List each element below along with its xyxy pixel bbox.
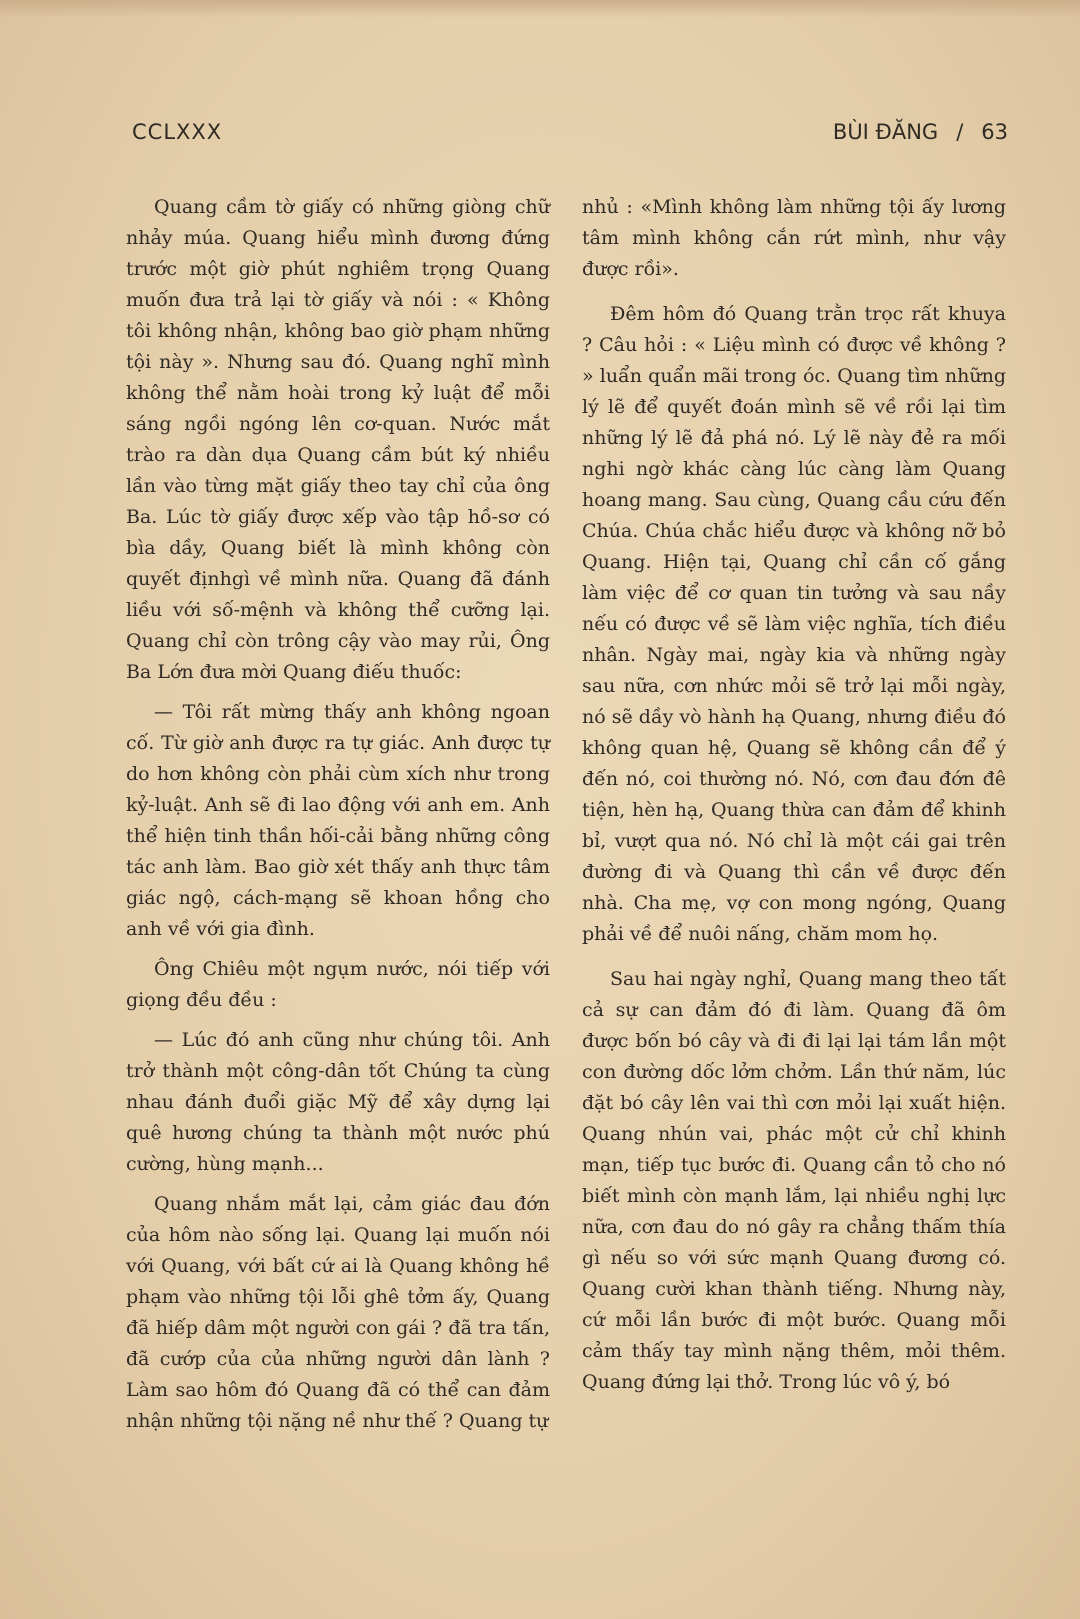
section-number: CCLXXX	[132, 120, 223, 144]
paragraph: — Tôi rất mừng thấy anh không ngoan cố. Từ giờ anh được ra tự giác. Anh được tự do hơn không còn phải cùm xích như trong kỷ-luật. Anh sẽ đi lao động với anh em. Anh thể hiện tinh thần hối-cải bằng những công tác anh làm. Bao giờ xét thấy anh thực tâm giác ngộ, cách-mạng sẽ khoan hồng cho anh về với gia đình.	[126, 701, 550, 940]
running-header	[132, 120, 1008, 160]
paragraph: Quang nhắm mắt lại, cảm giác đau đớn của hôm nào sống lại. Quang lại muốn nói với Quang, với bất cứ ai là Quang không hề phạm vào những tội lỗi ghê tởm ấy, Quang đã hiếp dâm một người con gái ? đã tra tấn, đã cướp của của những người dân lành ? Làm sao hôm đó Quang đã có thể can đảm nhận những tội nặng nề như thế ? Quang tự	[126, 1193, 550, 1432]
paragraph: Quang cầm tờ giấy có những giòng chữ nhảy múa. Quang hiểu mình đương đứng trước một giờ phút nghiêm trọng Quang muốn đưa trả lại tờ giấy và nói : « Không tôi không nhận, không bao giờ phạm những tội này ». Nhưng sau đó. Quang nghĩ mình không thể nằm hoài trong kỷ luật để mỗi sáng ngồi ngóng lên cơ-quan. Nước mắt trào ra dàn dụa Quang cầm bút ký nhiều lần vào từng mặt giấy theo tay chỉ của ông Ba. Lúc tờ giấy được xếp vào tập hồ-sơ có bìa dầy, Quang biết là mình không còn quyết địnhgì về mình nữa. Quang đã đánh liều với số-mệnh và không thể cưỡng lại. Quang chỉ còn trông cậy vào may rủi, Ông Ba Lớn đưa mời Quang điếu thuốc:	[126, 196, 550, 683]
paragraph: Sau hai ngày nghỉ, Quang mang theo tất cả sự can đảm đó đi làm. Quang đã ôm được bốn bó cây và đi đi lại lại tám lần một con đường dốc lởm chởm. Lần thứ năm, lúc đặt bó cây lên vai thì cơn mỏi lại xuất hiện. Quang nhún vai, phác một cử chỉ khinh mạn, tiếp tục bước đi. Quang cần tỏ cho nó biết mình còn mạnh lắm, lại nhiều nghị lực nữa, cơn đau do nó gây ra chẳng thấm thía gì nếu so với sức mạnh Quang đương có. Quang cười khan thành tiếng. Nhưng này, cứ mỗi lần bước đi một bước. Quang mỗi cảm thấy tay mình nặng thêm, mỏi thêm. Quang đứng lại thở. Trong lúc vô ý, bó	[582, 968, 1006, 1393]
paragraph: Đêm hôm đó Quang trằn trọc rất khuya ? Câu hỏi : « Liệu mình có được về không ? » luẩn quẩn mãi trong óc. Quang tìm những lý lẽ để quyết đoán mình sẽ về rồi lại tìm những lý lẽ đả phá nó. Lý lẽ này đẻ ra mối nghi ngờ khác càng lúc càng làm Quang hoang mang. Sau cùng, Quang cầu cứu đến Chúa. Chúa chắc hiểu được và không nỡ bỏ Quang. Hiện tại, Quang chỉ cần cố gắng làm việc để cơ quan tin tưởng và sau nầy nếu có được về sẽ làm việc nghĩa, tích điều nhân. Ngày mai, ngày kia và những ngày sau nữa, cơn nhức mỏi sẽ trở lại mỗi ngày, nó sẽ dầy vò hành hạ Quang, nhưng điều đó không quan hệ, Quang sẽ không cần để ý đến nó, coi thường nó. Nó, cơn đau đớn đê tiện, hèn hạ, Quang thừa can đảm để khinh bỉ, vượt qua nó. Nó chỉ là một cái gai trên đường đi và Quang thì cần về được đến nhà. Cha mẹ, vợ con mong ngóng, Quang phải về để nuôi nấng, chăm mom họ.	[582, 303, 1006, 945]
header-separator: /	[956, 120, 964, 144]
right-text-column	[582, 192, 1006, 1407]
author-name: BÙI ĐĂNG	[832, 120, 939, 144]
author-and-page	[833, 120, 1008, 144]
paragraph: nhủ : «Mình không làm những tội ấy lương tâm mình không cắn rứt mình, như vậy được rồi».	[582, 196, 1006, 280]
paragraph: — Lúc đó anh cũng như chúng tôi. Anh trở thành một công-dân tốt Chúng ta cùng nhau đánh đuổi giặc Mỹ để xây dựng lại quê hương chúng ta thành một nước phú cường, hùng mạnh...	[126, 1029, 550, 1175]
page-edge-shadow	[0, 0, 1080, 18]
left-text-column	[126, 192, 550, 1446]
paragraph: Ông Chiêu một ngụm nước, nói tiếp với giọng đều đều :	[126, 958, 550, 1011]
page-number: 63	[981, 120, 1008, 144]
